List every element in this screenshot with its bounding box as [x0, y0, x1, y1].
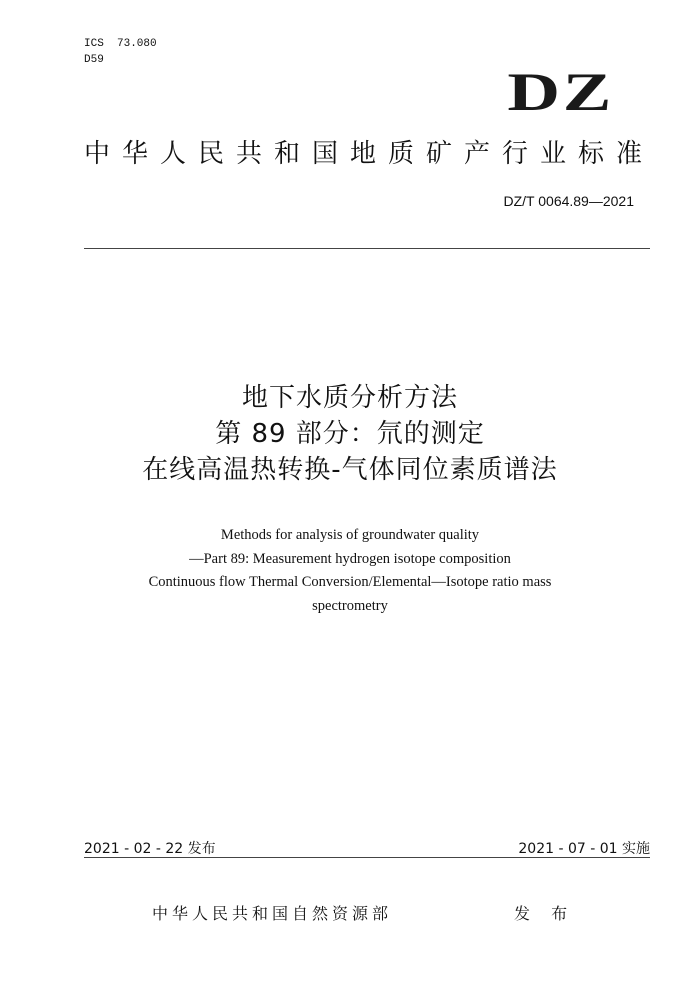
issue-label: 发 布: [514, 904, 576, 923]
chinese-title-line-1: 地下水质分析方法: [241, 383, 458, 413]
classification-codes: [84, 36, 157, 68]
chinese-title: [0, 380, 700, 488]
english-title-line-3: Continuous flow Thermal Conversion/Elemental—Isotope ratio mass: [148, 574, 552, 590]
chinese-title-line-2: 第 89 部分：氘的测定: [215, 419, 485, 449]
english-title-line-1: Methods for analysis of groundwater quality: [220, 527, 480, 543]
ccs-code: D59: [84, 54, 104, 66]
english-title-line-4: spectrometry: [312, 597, 388, 614]
standard-issuer-heading: 中华人民共和国地质矿产行业标准: [84, 139, 655, 169]
issuing-authority: 中华人民共和国自然资源部: [152, 904, 393, 923]
footer-divider: [84, 857, 650, 858]
standard-number: DZ/T 0064.89—2021: [503, 193, 634, 209]
ics-code: ICS 73.080: [84, 38, 157, 50]
english-title: [0, 524, 700, 618]
implementation-date: 2021 - 07 - 01 实施: [518, 841, 650, 857]
header-divider: [84, 248, 650, 249]
dz-logo: DZ: [507, 62, 614, 122]
english-title-line-2: —Part 89: Measurement hydrogen isotope composition: [189, 550, 511, 567]
chinese-title-line-3: 在线高温热转换-气体同位素质谱法: [142, 455, 558, 485]
publication-date: 2021 - 02 - 22 发布: [84, 841, 216, 857]
